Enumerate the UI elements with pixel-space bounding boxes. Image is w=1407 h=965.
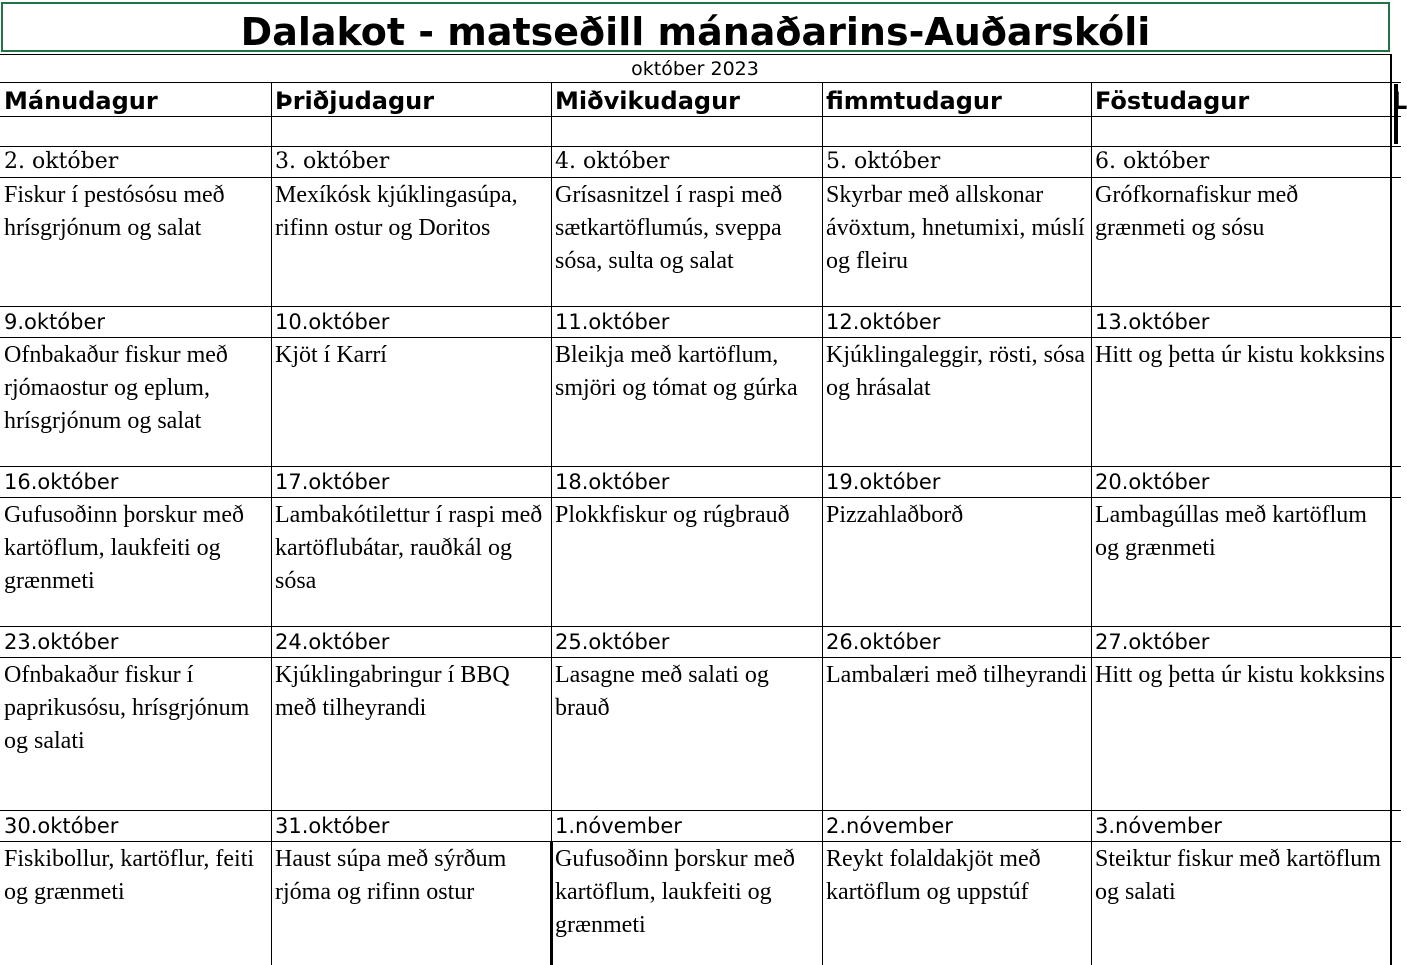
date-cell: 19.október [826,470,941,494]
meal-cell: Gufusoðinn þorskur með kartöflum, laukfeiti og grænmeti [4,502,244,594]
date-cell: 27.október [1095,630,1210,654]
meal-cell: Grísasnitzel í raspi með sætkartöflumús, sveppa sósa, sulta og salat [555,182,783,274]
date-cell: 4. október [555,149,670,174]
date-meal-line [0,497,1401,498]
meal-cell: Bleikja með kartöflum, smjöri og tómat og gúrka [555,342,798,401]
date-cell: 12.október [826,310,941,334]
day-header-f-studagur: Föstudagur [1095,87,1250,115]
date-cell: 13.október [1095,310,1210,334]
meal-cell: Lambagúllas með kartöflum og grænmeti [1095,502,1367,561]
meal-cell: Kjúklingabringur í BBQ með tilheyrandi [275,662,510,721]
date-cell: 2. október [4,149,119,174]
date-cell: 31.október [275,814,390,838]
date-cell: 30.október [4,814,119,838]
grid-col-line [1390,54,1392,965]
meal-cell: Steiktur fiskur með kartöflum og salati [1095,846,1381,905]
date-cell: 11.október [555,310,670,334]
date-cell: 20.október [1095,470,1210,494]
meal-cell: Mexíkósk kjúklingasúpa, rifinn ostur og Doritos [275,182,518,241]
date-cell: 23.október [4,630,119,654]
meal-cell: Ofnbakaður fiskur í paprikusósu, hrísgrjónum og salati [4,662,250,754]
meal-cell: Kjúklingaleggir, rösti, sósa og hrásalat [826,342,1086,401]
date-meal-line [0,177,1401,178]
date-cell: 10.október [275,310,390,334]
meal-cell: Reykt folaldakjöt með kartöflum og uppstúf [826,846,1041,905]
date-meal-line [0,841,1401,842]
grid-row-line [0,82,1401,83]
meal-cell: Lambakótilettur í raspi með kartöflubátar, rauðkál og sósa [275,502,543,594]
meal-cell: Ofnbakaður fiskur með rjómaostur og eplum, hrísgrjónum og salat [4,342,228,434]
date-meal-line [0,657,1401,658]
meal-cell: Haust súpa með sýrðum rjóma og rifinn ostur [275,846,507,905]
day-header-m-nudagur: Mánudagur [4,87,158,115]
meal-cell: Kjöt í Karrí [275,342,387,368]
date-cell: 5. október [826,149,941,174]
meal-cell: Gufusoðinn þorskur með kartöflum, laukfeiti og grænmeti [555,846,795,938]
date-cell: 24.október [275,630,390,654]
date-cell: 9.október [4,310,106,334]
date-meal-line [0,337,1401,338]
date-cell: 3.nóvember [1095,814,1222,838]
date-cell: 6. október [1095,149,1210,174]
meal-cell: Fiskur í pestósósu með hrísgrjónum og salat [4,182,225,241]
meal-cell: Grófkornafiskur með grænmeti og sósu [1095,182,1299,241]
meal-cell: Fiskibollur, kartöflur, feiti og grænmeti [4,846,255,905]
day-header-fimmtudagur: fimmtudagur [826,87,1002,115]
grid-row-line [0,116,1401,117]
meal-cell: Pizzahlaðborð [826,502,964,528]
date-cell: 25.október [555,630,670,654]
meal-cell: Hitt og þetta úr kistu kokksins [1095,342,1385,368]
meal-cell: Plokkfiskur og rúgbrauð [555,502,790,528]
menu-title: Dalakot - matseðill mánaðarins-Auðarskóli [1,2,1390,52]
date-cell: 18.október [555,470,670,494]
meal-cell: Hitt og þetta úr kistu kokksins [1095,662,1385,688]
month-label: október 2023 [0,54,1390,82]
date-cell: 17.október [275,470,390,494]
date-cell: 1.nóvember [555,814,682,838]
meal-cell: Lambalæri með tilheyrandi [826,662,1088,688]
meal-cell: Lasagne með salati og brauð [555,662,769,721]
day-header-mi-vikudagur: Miðvikudagur [555,87,740,115]
day-header-next-stub: L [1392,87,1407,115]
date-cell: 3. október [275,149,390,174]
meal-cell: Skyrbar með allskonar ávöxtum, hnetumixi, múslí og fleiru [826,182,1085,274]
day-header--ri-judagur: Þriðjudagur [275,87,435,115]
date-cell: 26.október [826,630,941,654]
date-cell: 16.október [4,470,119,494]
date-cell: 2.nóvember [826,814,953,838]
